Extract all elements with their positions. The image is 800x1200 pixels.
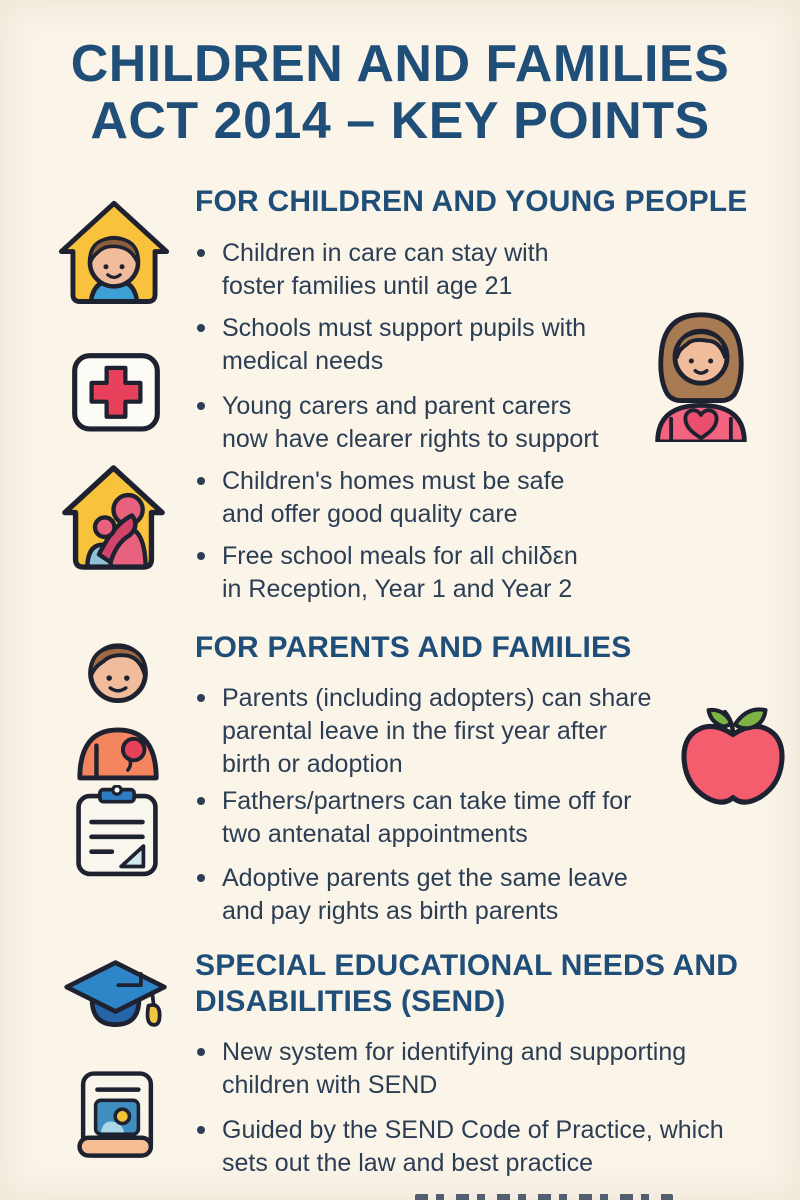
cutoff-text-fragment bbox=[415, 1194, 673, 1200]
medical-cross-icon bbox=[70, 351, 162, 434]
bullet-line: New system for identifying and supporting bbox=[222, 1038, 687, 1066]
bullet-dot bbox=[197, 797, 205, 805]
bullet-line: Children in care can stay with bbox=[222, 239, 549, 267]
bullet-line: and pay rights as birth parents bbox=[222, 897, 559, 925]
bullet-item bbox=[197, 237, 549, 303]
bullet-line: parental leave in the first year after bbox=[222, 717, 607, 745]
section-heading-send-line2: DISABILITIES (SEND) bbox=[195, 985, 506, 1018]
bullet-line: Adoptive parents get the same leave bbox=[222, 864, 628, 892]
house-with-child-icon bbox=[56, 198, 172, 307]
bullet-item bbox=[197, 390, 599, 456]
bullet-dot bbox=[197, 324, 205, 332]
bullet-line: Schools must support pupils with bbox=[222, 314, 587, 342]
bullet-item bbox=[197, 862, 628, 928]
bullet-dot bbox=[197, 1048, 205, 1056]
bullet-line: Fathers/partners can take time off for bbox=[222, 787, 632, 815]
bullet-dot bbox=[197, 694, 205, 702]
bullet-item bbox=[197, 785, 631, 851]
parent-with-heart-icon bbox=[72, 636, 165, 781]
bullet-line: birth or adoption bbox=[222, 750, 403, 778]
girl-with-heart-shirt-icon bbox=[648, 309, 754, 442]
bullet-item bbox=[197, 312, 586, 378]
bullet-line: medical needs bbox=[222, 347, 384, 375]
bullet-dot bbox=[197, 1126, 205, 1134]
graduation-cap-icon bbox=[62, 957, 170, 1046]
bullet-dot bbox=[197, 477, 205, 485]
bullet-line: in Reception, Year 1 and Year 2 bbox=[222, 575, 573, 603]
bullet-line: Guided by the SEND Code of Practice, which bbox=[222, 1116, 724, 1144]
poster-title-line1: CHILDREN AND FAMILIES bbox=[70, 35, 730, 93]
poster-title bbox=[0, 36, 800, 150]
bullet-line: two antenatal appointments bbox=[222, 820, 528, 848]
bullet-dot bbox=[197, 552, 205, 560]
bullet-line: Children's homes must be safe bbox=[222, 467, 565, 495]
bullet-line: Parents (including adopters) can share bbox=[222, 684, 652, 712]
poster-title-line2: ACT 2014 – KEY POINTS bbox=[90, 92, 710, 150]
bullet-line: Free school meals for all chilδεn bbox=[222, 542, 578, 570]
section-heading-parents: FOR PARENTS AND FAMILIES bbox=[195, 631, 632, 664]
bullet-line: and offer good quality care bbox=[222, 500, 518, 528]
bullet-item bbox=[197, 682, 651, 781]
house-with-family-icon bbox=[60, 463, 167, 572]
bullet-item bbox=[197, 1036, 686, 1102]
bullet-item bbox=[197, 540, 578, 606]
bullet-line: now have clearer rights to support bbox=[222, 425, 599, 453]
bullet-line: sets out the law and best practice bbox=[222, 1149, 594, 1177]
section-heading-send bbox=[195, 948, 738, 1020]
bullet-line: children with SEND bbox=[222, 1071, 438, 1099]
section-heading-children: FOR CHILDREN AND YOUNG PEOPLE bbox=[195, 185, 748, 218]
clipboard-icon bbox=[73, 785, 161, 879]
bullet-item bbox=[197, 1114, 724, 1180]
bullet-line: Young carers and parent carers bbox=[222, 392, 572, 420]
bullet-dot bbox=[197, 249, 205, 257]
bullet-item bbox=[197, 465, 564, 531]
picture-book-icon bbox=[76, 1070, 158, 1161]
bullet-dot bbox=[197, 874, 205, 882]
bullet-line: foster families until age 21 bbox=[222, 272, 513, 300]
bullet-dot bbox=[197, 402, 205, 410]
section-heading-send-line1: SPECIAL EDUCATIONAL NEEDS AND bbox=[195, 949, 739, 982]
apple-icon bbox=[672, 702, 794, 812]
